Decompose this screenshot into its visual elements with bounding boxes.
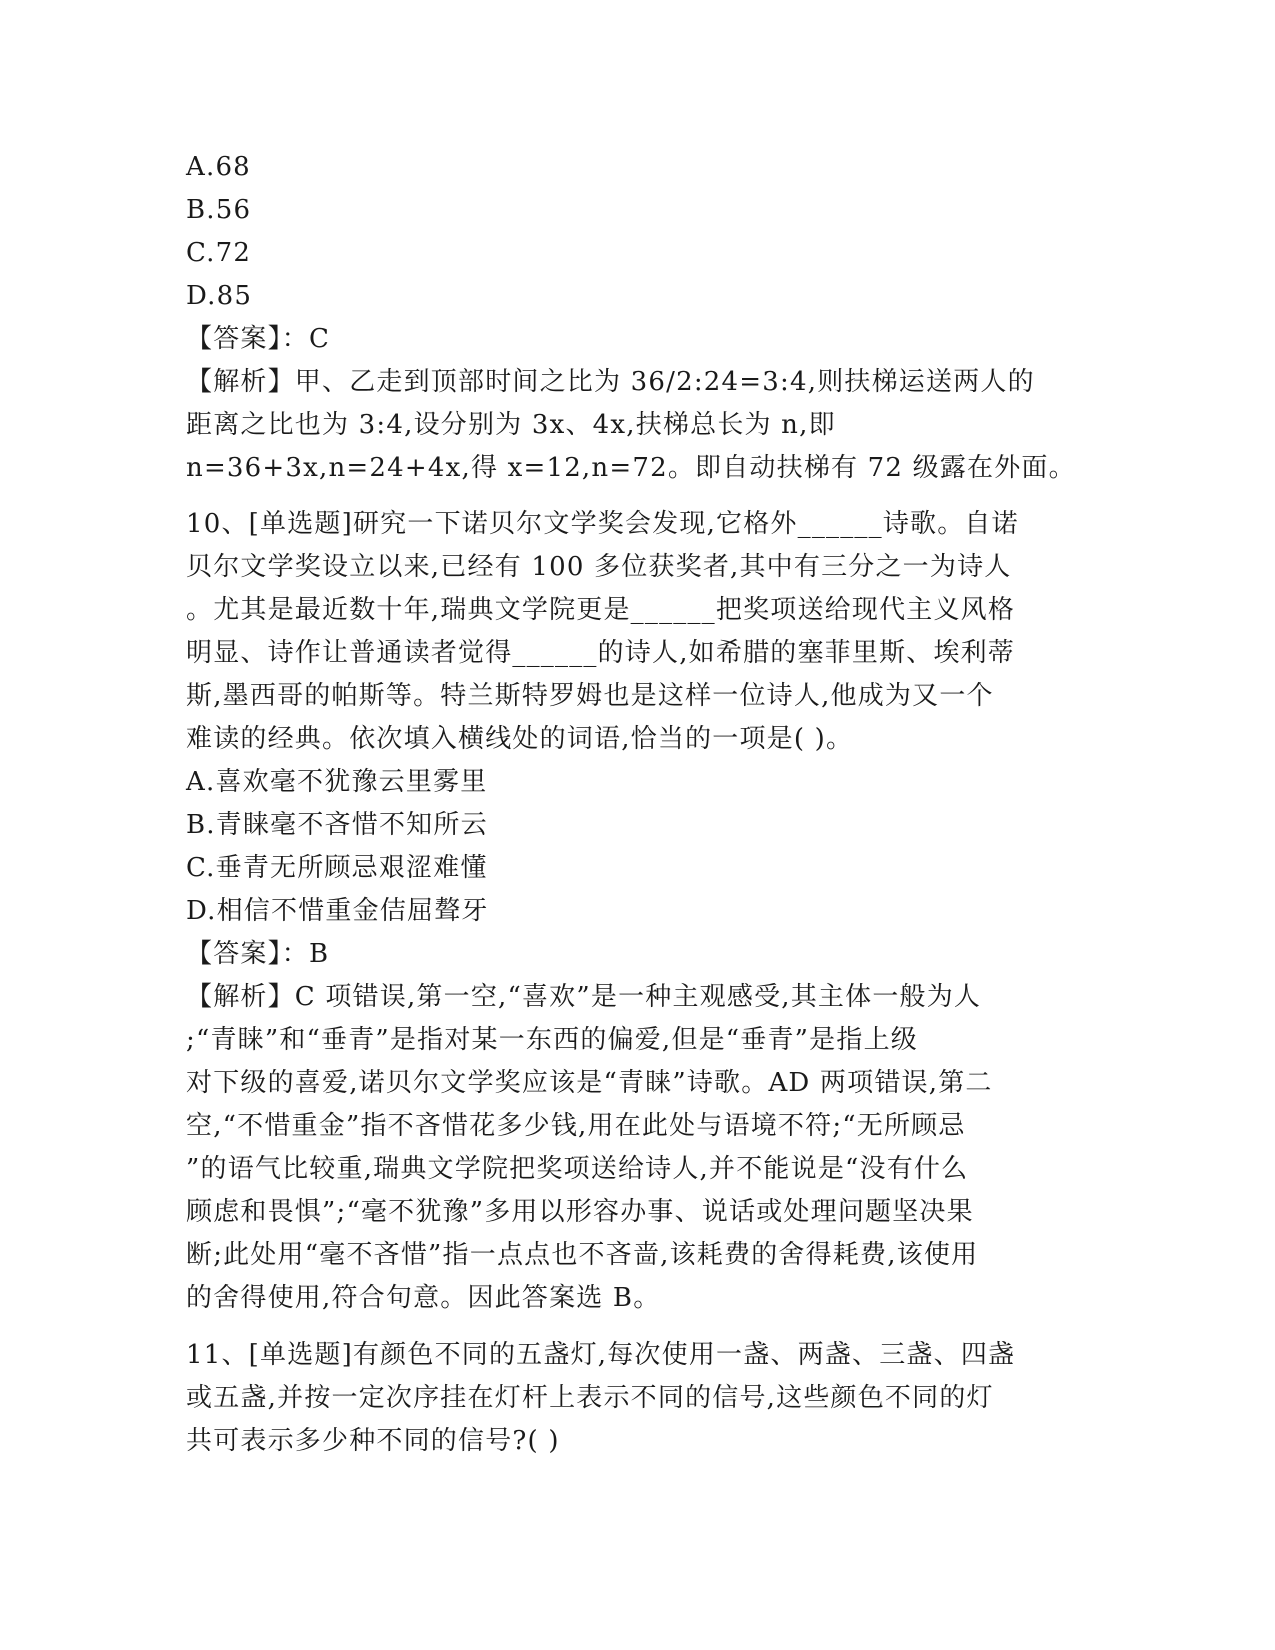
question-9 (186, 146, 1076, 490)
question-text-line: 10、[单选题]研究一下诺贝尔文学奖会发现,它格外______诗歌。自诺 (186, 509, 1019, 539)
question-text-line: 斯,墨西哥的帕斯等。特兰斯特罗姆也是这样一位诗人,他成为又一个 (186, 681, 994, 711)
explanation-line: n=36+3x,n=24+4x,得 x=12,n=72。即自动扶梯有 72 级露在外面。 (186, 453, 1076, 483)
option-c: C.垂青无所顾忌艰涩难懂 (186, 853, 488, 883)
explanation-line: 顾虑和畏惧”;“毫不犹豫”多用以形容办事、说话或处理问题坚决果 (186, 1197, 974, 1227)
question-text-line: 或五盏,并按一定次序挂在灯杆上表示不同的信号,这些颜色不同的灯 (186, 1383, 994, 1413)
option-a: A.68 (186, 152, 251, 182)
question-text-line: 。尤其是最近数十年,瑞典文学院更是______把奖项送给现代主义风格 (186, 595, 1016, 625)
question-10 (186, 503, 1076, 1320)
question-text-line: 明显、诗作让普通读者觉得______的诗人,如希腊的塞菲里斯、埃利蒂 (186, 638, 1016, 668)
option-a: A.喜欢毫不犹豫云里雾里 (186, 767, 488, 797)
option-c: C.72 (186, 238, 252, 268)
explanation-line: 空,“不惜重金”指不吝惜花多少钱,用在此处与语境不符;“无所顾忌 (186, 1111, 966, 1141)
answer-line: 【答案】：C (186, 324, 331, 354)
option-b: B.青睐毫不吝惜不知所云 (186, 810, 488, 840)
spacer (186, 490, 1076, 503)
explanation-line: ”的语气比较重,瑞典文学院把奖项送给诗人,并不能说是“没有什么 (186, 1154, 969, 1184)
spacer (186, 1320, 1076, 1334)
explanation-line: ;“青睐”和“垂青”是指对某一东西的偏爱,但是“垂青”是指上级 (186, 1025, 918, 1055)
question-text-line: 共可表示多少种不同的信号?( ) (186, 1426, 560, 1456)
question-11 (186, 1334, 1076, 1463)
explanation-line: 【解析】C 项错误,第一空,“喜欢”是一种主观感受,其主体一般为人 (186, 982, 982, 1012)
option-d: D.85 (186, 281, 253, 311)
explanation-line: 距离之比也为 3:4,设分别为 3x、4x,扶梯总长为 n,即 (186, 410, 836, 440)
explanation-line: 的舍得使用,符合句意。因此答案选 B。 (186, 1283, 661, 1313)
explanation-line: 对下级的喜爱,诺贝尔文学奖应该是“青睐”诗歌。AD 两项错误,第二 (186, 1068, 993, 1098)
answer-line: 【答案】：B (186, 939, 330, 969)
question-text-line: 贝尔文学奖设立以来,已经有 100 多位获奖者,其中有三分之一为诗人 (186, 552, 1012, 582)
question-text-line: 难读的经典。依次填入横线处的词语,恰当的一项是( )。 (186, 724, 854, 754)
explanation-line: 【解析】甲、乙走到顶部时间之比为 36/2:24=3:4,则扶梯运送两人的 (186, 367, 1035, 397)
page-content (186, 146, 1076, 1463)
question-text-line: 11、[单选题]有颜色不同的五盏灯,每次使用一盏、两盏、三盏、四盏 (186, 1340, 1016, 1370)
option-d: D.相信不惜重金佶屈聱牙 (186, 896, 489, 926)
explanation-line: 断;此处用“毫不吝惜”指一点点也不吝啬,该耗费的舍得耗费,该使用 (186, 1240, 979, 1270)
option-b: B.56 (186, 195, 252, 225)
